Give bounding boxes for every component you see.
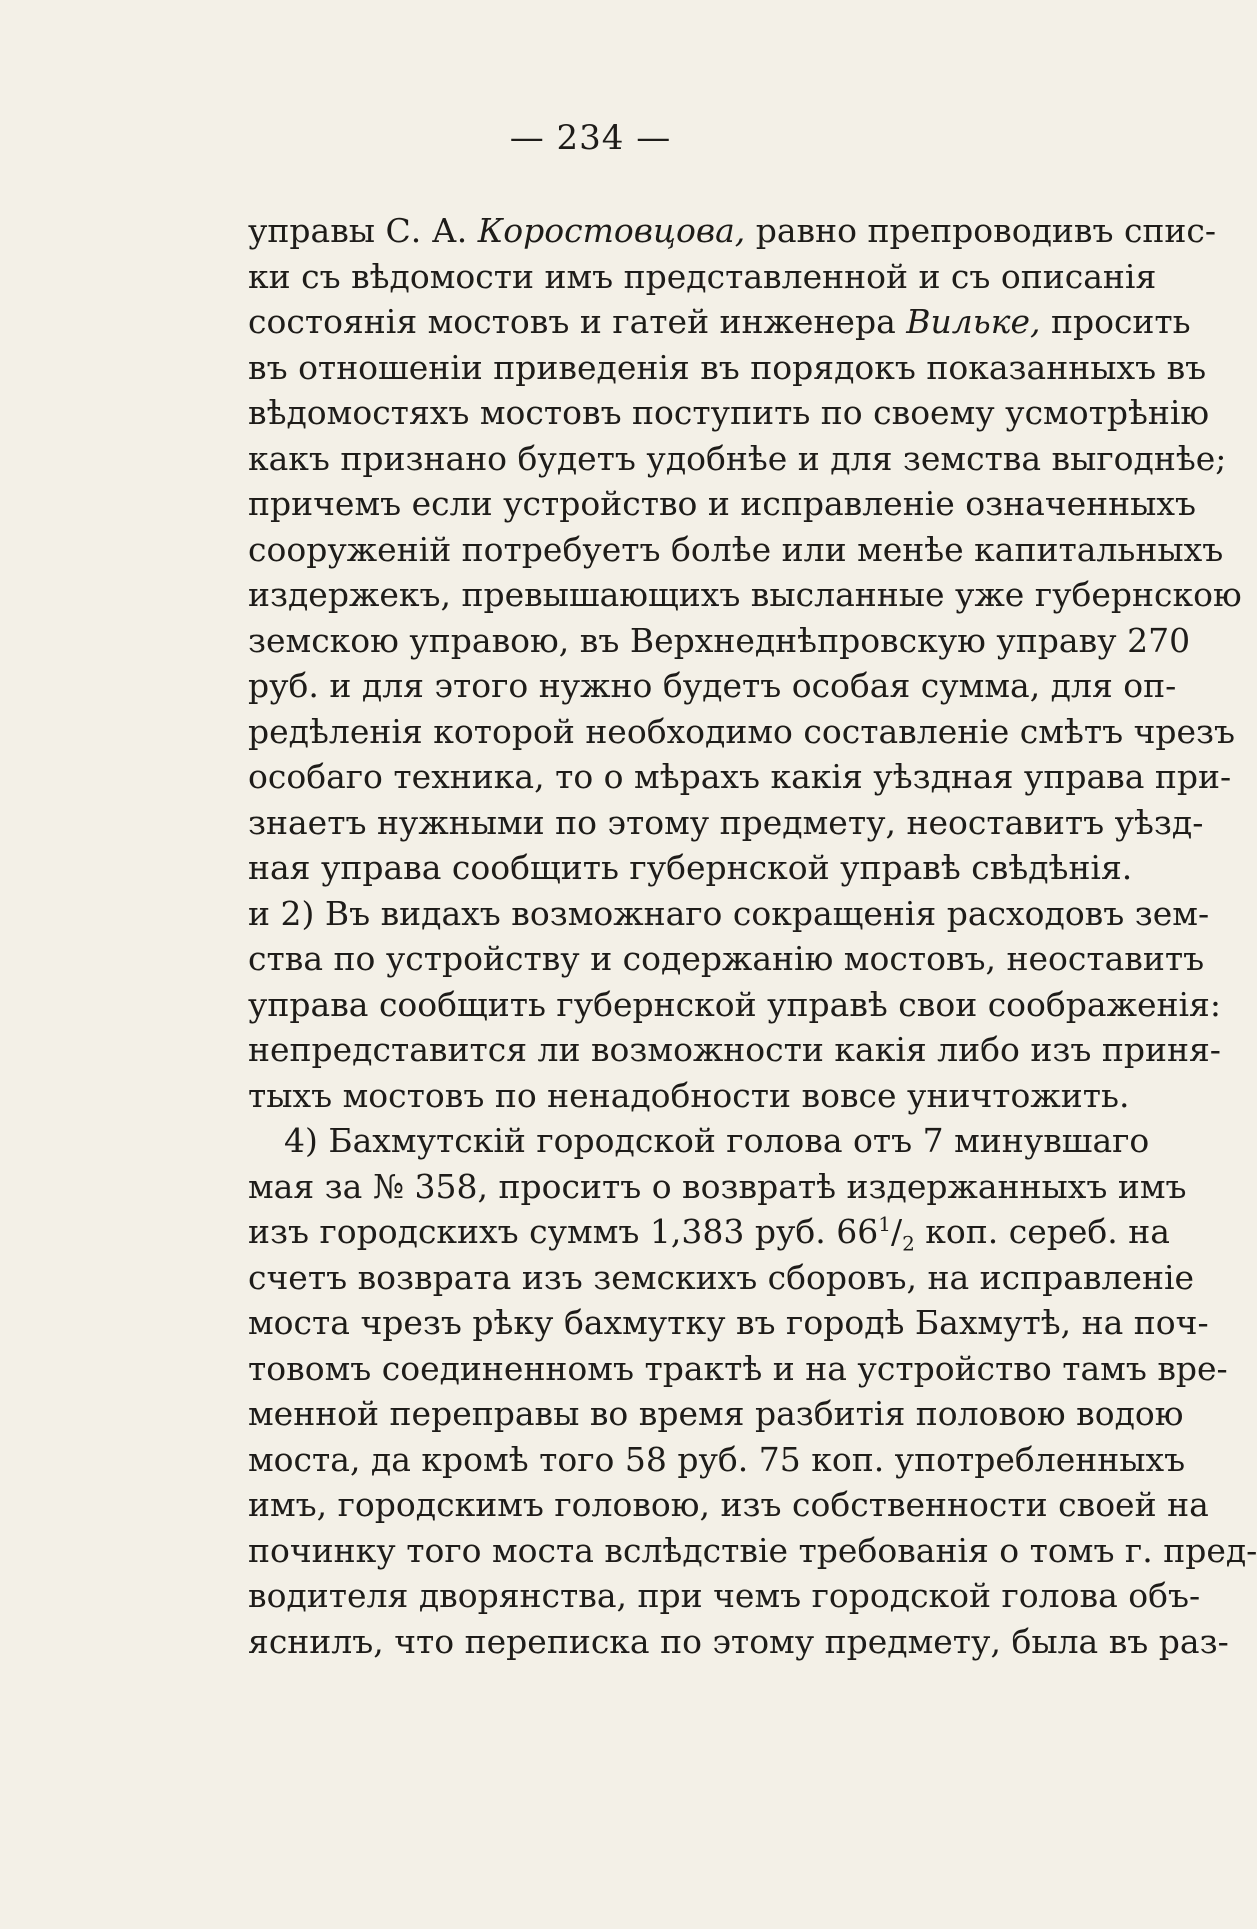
text-text: починку того моста вслѣдствіе требованія о томъ г. пред- xyxy=(248,1530,1257,1570)
text-sup: 1 xyxy=(878,1212,891,1236)
text-line xyxy=(248,1255,1195,1301)
text-line xyxy=(248,845,1133,891)
text-line xyxy=(248,299,1191,345)
text-line xyxy=(248,1164,1187,1210)
text-line xyxy=(248,1437,1186,1483)
text-text: товомъ соединенномъ трактѣ и на устройство тамъ вре- xyxy=(248,1348,1228,1388)
text-line xyxy=(248,390,1210,436)
text-text: менной переправы во время разбитія половою водою xyxy=(248,1394,1184,1433)
text-line xyxy=(248,663,1177,709)
text-text: издержекъ, превышающихъ высланные уже губернскою xyxy=(248,575,1242,614)
text-italic: Коростовцова, xyxy=(477,211,746,250)
text-italic: Вильке, xyxy=(906,302,1041,341)
text-line xyxy=(248,1573,1201,1619)
text-text: 4) Бахмутскій городской голова отъ 7 минувшаго xyxy=(284,1121,1150,1160)
text-before: изъ городскихъ суммъ 1,383 руб. 66 xyxy=(248,1212,879,1251)
text-line xyxy=(248,1118,1150,1164)
text-text: ки съ вѣдомости имъ представленной и съ описанія xyxy=(248,256,1157,296)
text-text: ства по устройству и содержанію мостовъ, неоставитъ xyxy=(248,939,1205,978)
text-after: коп. сереб. на xyxy=(914,1212,1170,1251)
text-before: состоянія мостовъ и гатей инженера xyxy=(248,302,907,341)
text-text: счетъ возврата изъ земскихъ сборовъ, на исправленіе xyxy=(248,1257,1195,1297)
text-line xyxy=(248,1209,1170,1256)
text-line xyxy=(248,1391,1184,1437)
text-text: тыхъ мостовъ по ненадобности вовсе уничтожить. xyxy=(248,1075,1130,1115)
text-line xyxy=(248,1073,1130,1119)
text-text: имъ, городскимъ головою, изъ собственности своей на xyxy=(248,1485,1209,1524)
text-after: равно препроводивъ спис- xyxy=(745,211,1217,250)
text-text: въ отношеніи приведенія въ порядокъ показанныхъ въ xyxy=(248,347,1207,387)
text-text: управа сообщить губернской управѣ свои соображенія: xyxy=(248,984,1221,1024)
text-text: водителя дворянства, при чемъ городской голова объ- xyxy=(248,1576,1201,1615)
text-line xyxy=(248,208,1217,254)
text-line xyxy=(248,1346,1228,1392)
text-text: причемъ если устройство и исправленіе означенныхъ xyxy=(248,484,1197,523)
text-text: мая за № 358, проситъ о возвратѣ издержанныхъ имъ xyxy=(248,1166,1187,1206)
text-text: ная управа сообщить губернской управѣ свѣдѣнія. xyxy=(248,848,1133,887)
text-text: вѣдомостяхъ мостовъ поступить по своему усмотрѣнію xyxy=(248,393,1210,432)
text-before: управы С. А. xyxy=(248,211,478,250)
text-text: и 2) Въ видахъ возможнаго сокращенія расходовъ зем- xyxy=(248,893,1210,933)
text-text: особаго техника, то о мѣрахъ какія уѣздная управа при- xyxy=(248,757,1232,796)
text-line xyxy=(248,1528,1257,1574)
body-text xyxy=(248,208,1257,1664)
text-line xyxy=(248,572,1242,618)
text-text: земскою управою, въ Верхнеднѣпровскую управу 270 xyxy=(248,620,1191,660)
text-line xyxy=(248,254,1157,300)
text-slash: / xyxy=(890,1212,903,1251)
text-text: какъ признано будетъ удобнѣе и для земства выгоднѣе; xyxy=(248,438,1227,478)
text-line xyxy=(248,345,1207,391)
text-text: непредставится ли возможности какія либо изъ приня- xyxy=(248,1030,1221,1069)
text-line xyxy=(248,800,1204,846)
text-text: сооруженій потребуетъ болѣе или менѣе капитальныхъ xyxy=(248,529,1224,569)
text-line xyxy=(248,1619,1229,1665)
text-line xyxy=(248,754,1232,800)
text-line xyxy=(248,1027,1221,1073)
text-text: моста чрезъ рѣку бахмутку въ городѣ Бахмутѣ, на поч- xyxy=(248,1303,1209,1342)
text-text: моста, да кромѣ того 58 руб. 75 коп. употребленныхъ xyxy=(248,1439,1186,1479)
text-line xyxy=(248,891,1210,937)
text-line xyxy=(248,936,1205,982)
text-text: яснилъ, что переписка по этому предмету, была въ раз- xyxy=(248,1621,1229,1661)
text-line xyxy=(248,618,1191,664)
text-text: редѣленія которой необходимо составленіе смѣтъ чрезъ xyxy=(248,711,1236,751)
text-after: просить xyxy=(1040,302,1191,341)
text-line xyxy=(248,709,1236,755)
text-line xyxy=(248,1300,1209,1346)
text-text: руб. и для этого нужно будетъ особая сумма, для оп- xyxy=(248,666,1177,705)
text-line xyxy=(248,481,1197,527)
text-sub: 2 xyxy=(902,1231,915,1256)
text-line xyxy=(248,1482,1209,1528)
text-line xyxy=(248,527,1224,573)
text-line xyxy=(248,436,1227,482)
text-line xyxy=(248,982,1221,1028)
page-number: — 234 — xyxy=(509,118,672,158)
text-text: знаетъ нужными по этому предмету, неоставитъ уѣзд- xyxy=(248,802,1204,842)
